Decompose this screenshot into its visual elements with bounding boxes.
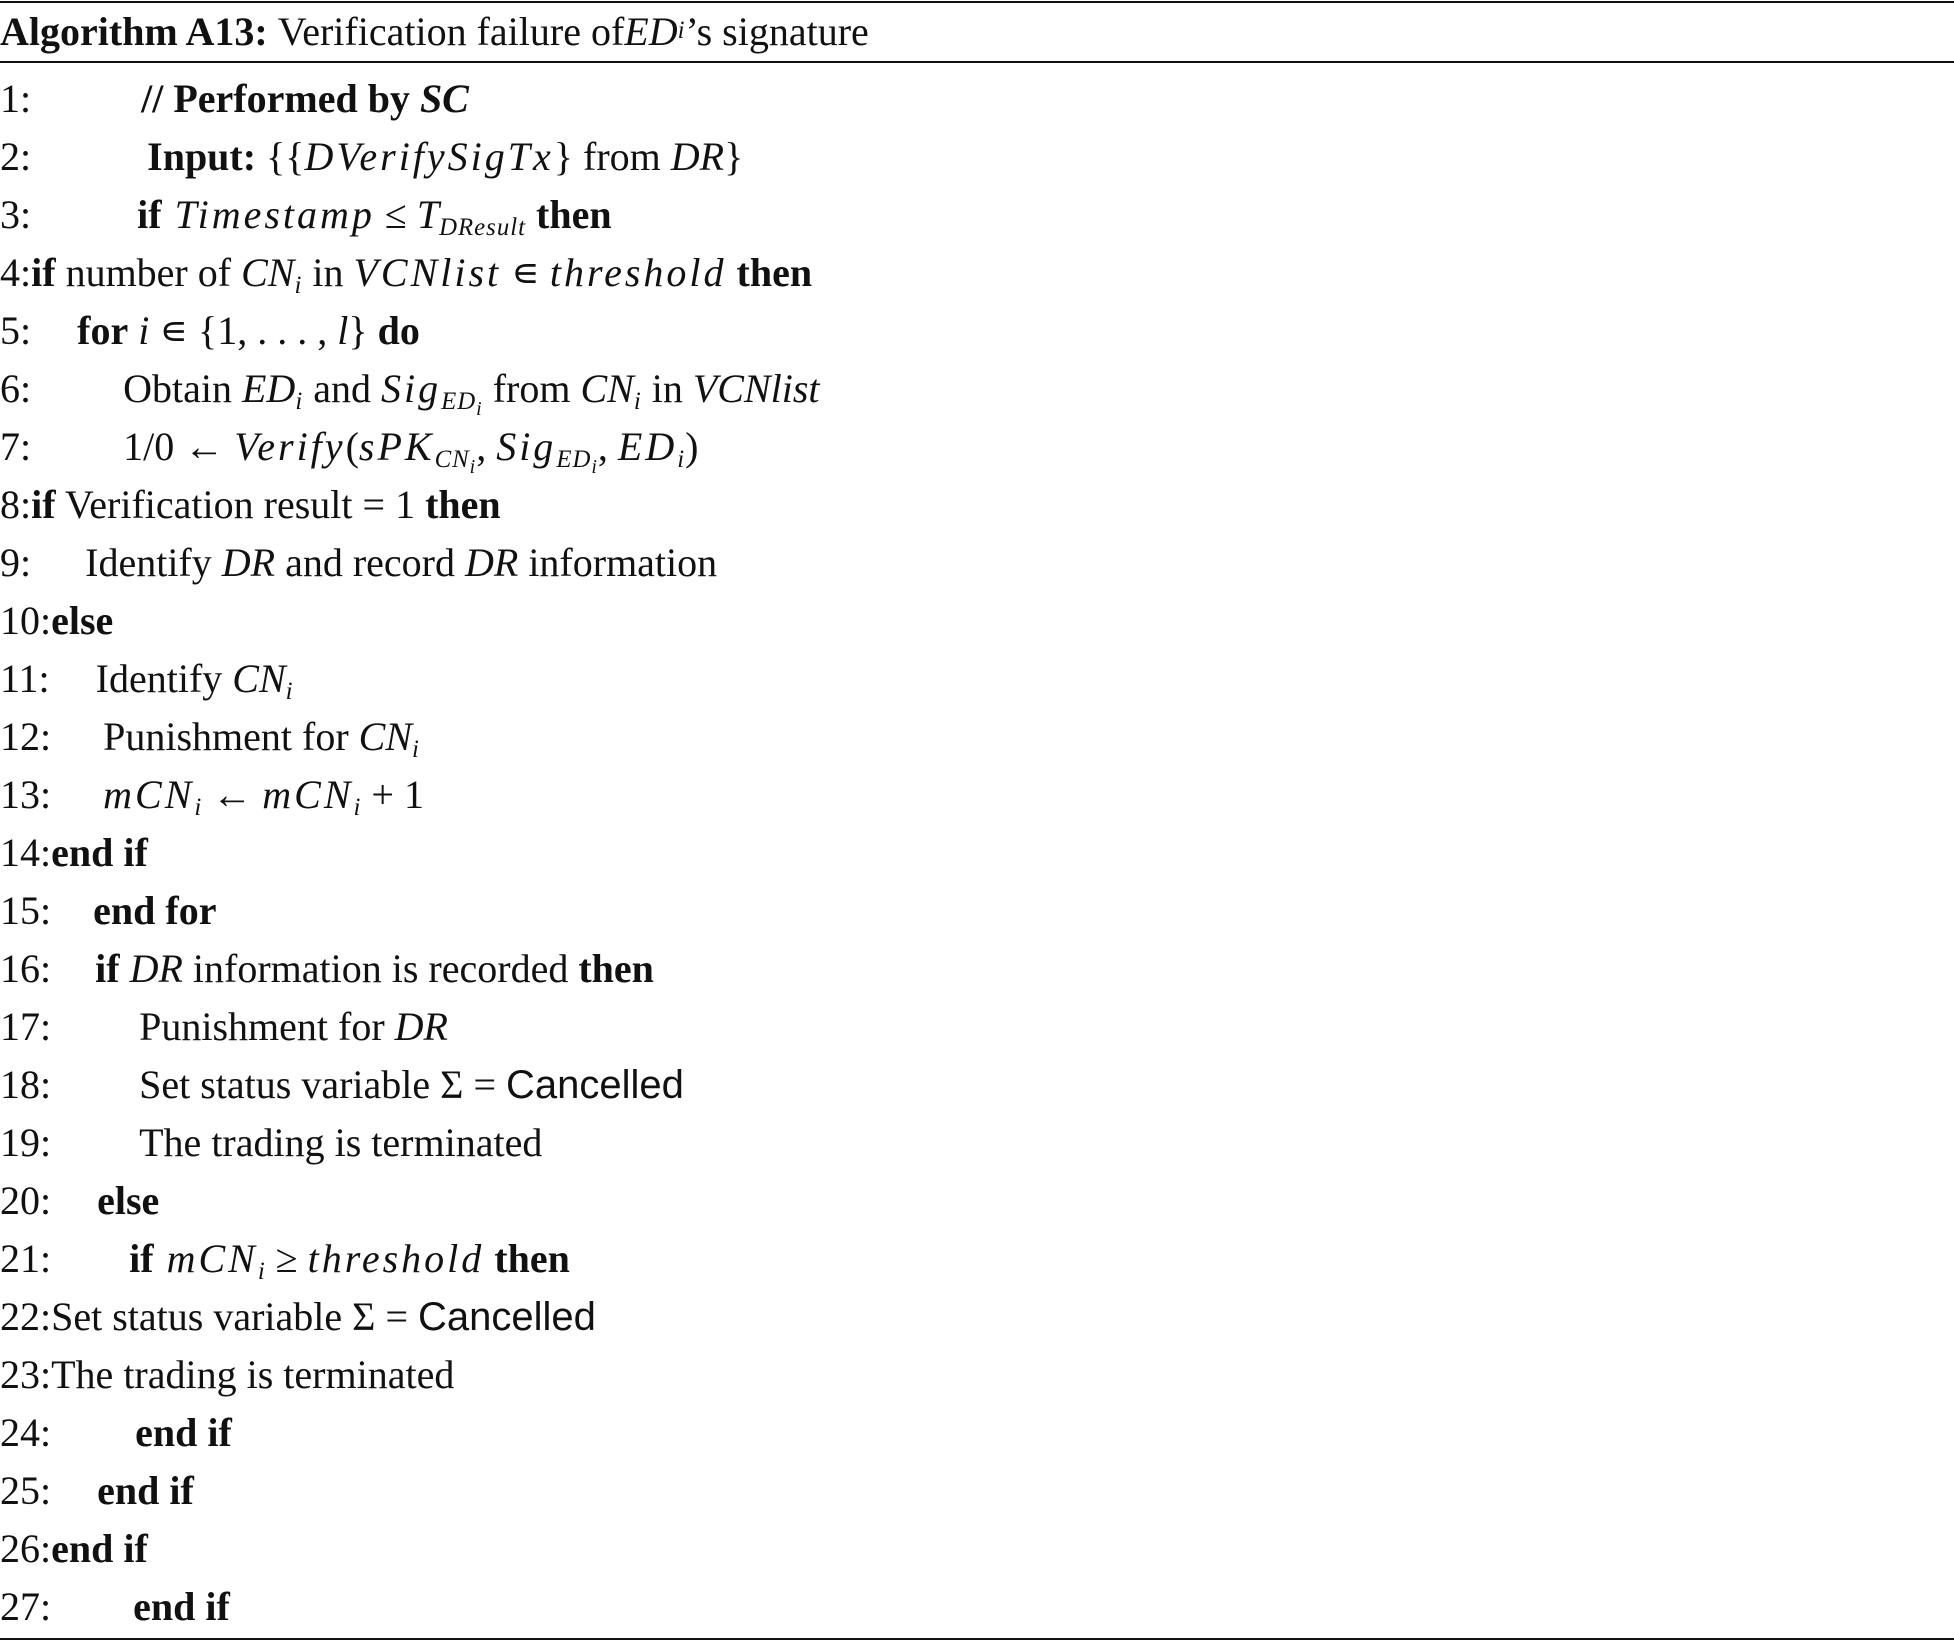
algo-line-26: 26:end if — [0, 1520, 1954, 1578]
algo-line-9: 9: Identify DR and record DR information — [0, 534, 1954, 592]
algo-line-4: 4:if number of $CN_i$ in VCNlist ∊ threshold then — [0, 244, 1954, 302]
algo-line-24: 24: end if — [0, 1404, 1954, 1462]
line-number: 21: — [0, 1236, 52, 1281]
algo-line-1: 1: // Performed by SC — [0, 70, 1954, 128]
algo-line-15: 15: end for — [0, 882, 1954, 940]
line-number: 11: — [0, 656, 50, 701]
algo-line-20: 20: else — [0, 1172, 1954, 1230]
line-number: 22: — [0, 1294, 52, 1339]
algo-line-7: 7: 1/0 ← Verify(sPK$_{CN_i}$, Sig$_{ED_i}$, $ED_i$) — [0, 418, 1954, 476]
line-number: 6: — [0, 366, 32, 411]
status-cancelled: Cancelled — [418, 1295, 596, 1339]
algo-line-10: 10:else — [0, 592, 1954, 650]
line-number: 19: — [0, 1120, 52, 1165]
line-number: 3: — [0, 192, 32, 237]
algo-line-16: 16: if DR information is recorded then — [0, 940, 1954, 998]
algorithm-label: Algorithm A13: — [0, 8, 268, 54]
algorithm-title-var: ED — [624, 8, 678, 54]
line-number: 2: — [0, 134, 32, 179]
algo-line-13: 13: mCN$_i$ ← mCN$_i$ + 1 — [0, 766, 1954, 824]
line-number: 9: — [0, 540, 32, 585]
algo-line-17: 17: Punishment for DR — [0, 998, 1954, 1056]
algorithm-title-post: ’s signature — [685, 8, 869, 54]
algo-line-27: 27: end if — [0, 1578, 1954, 1636]
line-number: 18: — [0, 1062, 52, 1107]
line-number: 1: — [0, 76, 32, 121]
algo-line-18: 18: Set status variable Σ = Cancelled — [0, 1056, 1954, 1114]
line-number: 5: — [0, 308, 32, 353]
line-number: 17: — [0, 1004, 52, 1049]
line-number: 24: — [0, 1410, 52, 1455]
line-number: 27: — [0, 1584, 52, 1629]
status-cancelled: Cancelled — [506, 1063, 684, 1107]
line-number: 26: — [0, 1526, 52, 1571]
algo-line-3: 3: if Timestamp ≤ $T_{DResult}$ then — [0, 186, 1954, 244]
algo-line-2: 2: Input: {{DVerifySigTx} from DR} — [0, 128, 1954, 186]
algo-line-22: 22:Set status variable Σ = Cancelled — [0, 1288, 1954, 1346]
algo-line-21: 21: if mCN$_i$ ≥ threshold then — [0, 1230, 1954, 1288]
algorithm-title-pre: Verification failure of — [277, 8, 625, 54]
line-number: 10: — [0, 598, 52, 643]
line-number: 15: — [0, 888, 52, 933]
algo-line-5: 5: for i ∊ {1, . . . , l} do — [0, 302, 1954, 360]
line-number: 7: — [0, 424, 32, 469]
line-number: 14: — [0, 830, 52, 875]
bottom-rule — [0, 1638, 1954, 1640]
algo-line-11: 11: Identify $CN_i$ — [0, 650, 1954, 708]
algo-line-12: 12: Punishment for $CN_i$ — [0, 708, 1954, 766]
line-number: 13: — [0, 772, 52, 817]
line-number: 4: — [0, 250, 32, 295]
algorithm-body — [0, 70, 1954, 1636]
algo-line-14: 14:end if — [0, 824, 1954, 882]
algo-line-25: 25: end if — [0, 1462, 1954, 1520]
algorithm-header: Algorithm A13: Verification failure of ED i ’s signature — [0, 8, 869, 54]
line-number: 16: — [0, 946, 52, 991]
algo-line-23: 23:The trading is terminated — [0, 1346, 1954, 1404]
line-number: 20: — [0, 1178, 52, 1223]
line-number: 25: — [0, 1468, 52, 1513]
line-number: 23: — [0, 1352, 52, 1397]
line-number: 12: — [0, 714, 52, 759]
header-rule — [0, 61, 1954, 63]
line-number: 8: — [0, 482, 32, 527]
algo-line-19: 19: The trading is terminated — [0, 1114, 1954, 1172]
algo-line-8: 8:if Verification result = 1 then — [0, 476, 1954, 534]
algo-line-6: 6: Obtain $ED_i$ and Sig$_{ED_i}$ from $CN_i$ in VCNlist — [0, 360, 1954, 418]
